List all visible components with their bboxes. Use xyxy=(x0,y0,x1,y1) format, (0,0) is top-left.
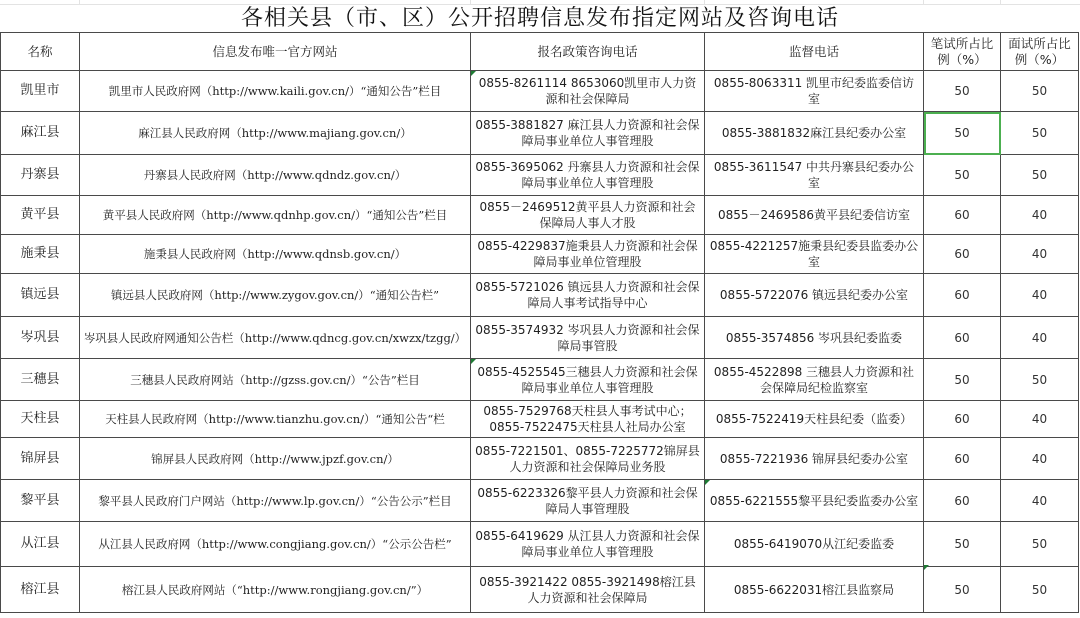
county-name-cell[interactable]: 凯里市 xyxy=(1,71,80,112)
consult-phone-cell[interactable]: 0855-3695062 丹寨县人力资源和社会保障局事业单位人事管理股 xyxy=(471,155,705,196)
table-row xyxy=(1,274,1079,317)
column-divider xyxy=(923,0,924,4)
interview-ratio-cell[interactable]: 50 xyxy=(1001,359,1079,401)
interview-ratio-cell[interactable]: 40 xyxy=(1001,274,1079,317)
table-row xyxy=(1,480,1079,522)
sheet-title[interactable]: 各相关县（市、区）公开招聘信息发布指定网站及咨询电话 xyxy=(240,6,839,31)
table-row xyxy=(1,235,1079,274)
interview-ratio-cell[interactable]: 40 xyxy=(1001,438,1079,480)
cell-indicator-icon xyxy=(471,359,476,364)
table-row xyxy=(1,71,1079,112)
supervise-phone-cell[interactable]: 0855-7522419天柱县纪委（监委） xyxy=(705,401,924,438)
supervise-phone-cell[interactable]: 0855-7221936 锦屏县纪委办公室 xyxy=(705,438,924,480)
interview-ratio-cell[interactable]: 40 xyxy=(1001,317,1079,359)
website-cell[interactable]: 麻江县人民政府网（http://www.majiang.gov.cn/） xyxy=(80,112,471,155)
consult-phone-cell[interactable]: 0855-3921422 0855-3921498榕江县人力资源和社会保障局 xyxy=(471,567,705,613)
table-row xyxy=(1,155,1079,196)
supervise-phone-cell[interactable]: 0855-3881832麻江县纪委办公室 xyxy=(705,112,924,155)
county-name-cell[interactable]: 镇远县 xyxy=(1,274,80,317)
cell-indicator-icon xyxy=(924,565,929,570)
consult-phone-cell[interactable]: 0855－2469512黄平县人力资源和社会保障局人事人才股 xyxy=(471,196,705,235)
table-row xyxy=(1,438,1079,480)
column-divider xyxy=(470,0,471,4)
table-row xyxy=(1,522,1079,567)
interview-ratio-cell[interactable]: 40 xyxy=(1001,196,1079,235)
supervise-phone-cell[interactable]: 0855-4522898 三穗县人力资源和社会保障局纪检监察室 xyxy=(705,359,924,401)
consult-phone-cell[interactable]: 0855-6223326黎平县人力资源和社会保障局人事管理股 xyxy=(471,480,705,522)
supervise-phone-cell[interactable]: 0855-4221257施秉县纪委县监委办公室 xyxy=(705,235,924,274)
consult-phone-cell[interactable]: 0855-3881827 麻江县人力资源和社会保障局事业单位人事管理股 xyxy=(471,112,705,155)
consult-phone-cell[interactable]: 0855-5721026 镇远县人力资源和社会保障局人事考试指导中心 xyxy=(471,274,705,317)
county-name-cell[interactable]: 天柱县 xyxy=(1,401,80,438)
written-ratio-cell[interactable]: 60 xyxy=(924,317,1001,359)
supervise-phone-cell[interactable]: 0855-3574856 岑巩县纪委监委 xyxy=(705,317,924,359)
column-divider xyxy=(704,0,705,4)
header-supervise-phone[interactable]: 监督电话 xyxy=(705,33,924,71)
website-cell[interactable]: 丹寨县人民政府网（http://www.qdndz.gov.cn/） xyxy=(80,155,471,196)
consult-phone-cell[interactable]: 0855-8261114 8653060凯里市人力资源和社会保障局 xyxy=(471,71,705,112)
interview-ratio-cell[interactable]: 50 xyxy=(1001,71,1079,112)
supervise-phone-cell[interactable]: 0855-6221555黎平县纪委监委办公室 xyxy=(705,480,924,522)
website-cell[interactable]: 岑巩县人民政府网通知公告栏（http://www.qdncg.gov.cn/xwzx/tzgg/） xyxy=(80,317,471,359)
county-name-cell[interactable]: 锦屏县 xyxy=(1,438,80,480)
interview-ratio-cell[interactable]: 40 xyxy=(1001,235,1079,274)
written-ratio-cell[interactable]: 60 xyxy=(924,438,1001,480)
table-row xyxy=(1,401,1079,438)
header-interview-ratio[interactable]: 面试所占比例（%） xyxy=(1001,33,1079,71)
written-ratio-cell[interactable]: 50 xyxy=(924,112,1001,155)
website-cell[interactable]: 榕江县人民政府网站（“http://www.rongjiang.gov.cn/”） xyxy=(80,567,471,613)
table-row xyxy=(1,359,1079,401)
written-ratio-cell[interactable]: 60 xyxy=(924,480,1001,522)
supervise-phone-cell[interactable]: 0855-6419070从江纪委监委 xyxy=(705,522,924,567)
header-consult-phone[interactable]: 报名政策咨询电话 xyxy=(471,33,705,71)
cell-indicator-icon xyxy=(471,71,476,76)
website-cell[interactable]: 镇远县人民政府网（http://www.zygov.gov.cn/）“通知公告栏” xyxy=(80,274,471,317)
website-cell[interactable]: 黄平县人民政府网（http://www.qdnhp.gov.cn/）“通知公告”栏目 xyxy=(80,196,471,235)
consult-phone-cell[interactable]: 0855-7529768天柱县人事考试中心；0855-7522475天柱县人社局办公室 xyxy=(471,401,705,438)
website-cell[interactable]: 施秉县人民政府网（http://www.qdnsb.gov.cn/） xyxy=(80,235,471,274)
column-divider xyxy=(1000,0,1001,4)
table-row xyxy=(1,317,1079,359)
written-ratio-cell[interactable]: 60 xyxy=(924,401,1001,438)
county-name-cell[interactable]: 三穗县 xyxy=(1,359,80,401)
table-row xyxy=(1,196,1079,235)
interview-ratio-cell[interactable]: 50 xyxy=(1001,112,1079,155)
written-ratio-cell[interactable]: 50 xyxy=(924,155,1001,196)
interview-ratio-cell[interactable]: 50 xyxy=(1001,567,1079,613)
consult-phone-cell[interactable]: 0855-4525545三穗县人力资源和社会保障局事业单位人事管理股 xyxy=(471,359,705,401)
written-ratio-cell[interactable]: 60 xyxy=(924,235,1001,274)
interview-ratio-cell[interactable]: 40 xyxy=(1001,401,1079,438)
website-cell[interactable]: 天柱县人民政府网（http://www.tianzhu.gov.cn/）“通知公告“栏 xyxy=(80,401,471,438)
cell-indicator-icon xyxy=(705,480,710,485)
supervise-phone-cell[interactable]: 0855-6622031榕江县监察局 xyxy=(705,567,924,613)
consult-phone-cell[interactable]: 0855-6419629 从江县人力资源和社会保障局事业单位人事管理股 xyxy=(471,522,705,567)
written-ratio-cell[interactable]: 50 xyxy=(924,359,1001,401)
written-ratio-cell[interactable]: 60 xyxy=(924,274,1001,317)
supervise-phone-cell[interactable]: 0855－2469586黄平县纪委信访室 xyxy=(705,196,924,235)
header-name[interactable]: 名称 xyxy=(1,33,80,71)
table-row xyxy=(1,567,1079,613)
written-ratio-cell[interactable]: 50 xyxy=(924,522,1001,567)
interview-ratio-cell[interactable]: 40 xyxy=(1001,480,1079,522)
website-cell[interactable]: 锦屏县人民政府网（http://www.jpzf.gov.cn/） xyxy=(80,438,471,480)
county-name-cell[interactable]: 榕江县 xyxy=(1,567,80,613)
written-ratio-cell[interactable]: 50 xyxy=(924,71,1001,112)
contact-table xyxy=(0,32,1079,613)
interview-ratio-cell[interactable]: 50 xyxy=(1001,522,1079,567)
table-row xyxy=(1,112,1079,155)
county-name-cell[interactable]: 麻江县 xyxy=(1,112,80,155)
header-row xyxy=(1,33,1079,71)
website-cell[interactable]: 凯里市人民政府网（http://www.kaili.gov.cn/）“通知公告”栏目 xyxy=(80,71,471,112)
consult-phone-cell[interactable]: 0855-7221501、0855-7225772锦屏县人力资源和社会保障局业务股 xyxy=(471,438,705,480)
county-name-cell[interactable]: 黄平县 xyxy=(1,196,80,235)
supervise-phone-cell[interactable]: 0855-5722076 镇远县纪委办公室 xyxy=(705,274,924,317)
website-cell[interactable]: 从江县人民政府网（http://www.congjiang.gov.cn/）“公示公告栏” xyxy=(80,522,471,567)
header-website[interactable]: 信息发布唯一官方网站 xyxy=(80,33,471,71)
county-name-cell[interactable]: 从江县 xyxy=(1,522,80,567)
header-written-ratio[interactable]: 笔试所占比例（%） xyxy=(924,33,1001,71)
supervise-phone-cell[interactable]: 0855-3611547 中共丹寨县纪委办公室 xyxy=(705,155,924,196)
consult-phone-cell[interactable]: 0855-3574932 岑巩县人力资源和社会保障局事管股 xyxy=(471,317,705,359)
county-name-cell[interactable]: 黎平县 xyxy=(1,480,80,522)
website-cell[interactable]: 三穗县人民政府网站（http://gzss.gov.cn/）“公告”栏目 xyxy=(80,359,471,401)
county-name-cell[interactable]: 岑巩县 xyxy=(1,317,80,359)
written-ratio-cell[interactable]: 50 xyxy=(924,567,1001,613)
supervise-phone-cell[interactable]: 0855-8063311 凯里市纪委监委信访室 xyxy=(705,71,924,112)
county-name-cell[interactable]: 施秉县 xyxy=(1,235,80,274)
county-name-cell[interactable]: 丹寨县 xyxy=(1,155,80,196)
website-cell[interactable]: 黎平县人民政府门户网站（http://www.lp.gov.cn/）“公告公示”栏目 xyxy=(80,480,471,522)
interview-ratio-cell[interactable]: 50 xyxy=(1001,155,1079,196)
written-ratio-cell[interactable]: 60 xyxy=(924,196,1001,235)
consult-phone-cell[interactable]: 0855-4229837施秉县人力资源和社会保障局事业单位管理股 xyxy=(471,235,705,274)
column-divider xyxy=(79,0,80,4)
